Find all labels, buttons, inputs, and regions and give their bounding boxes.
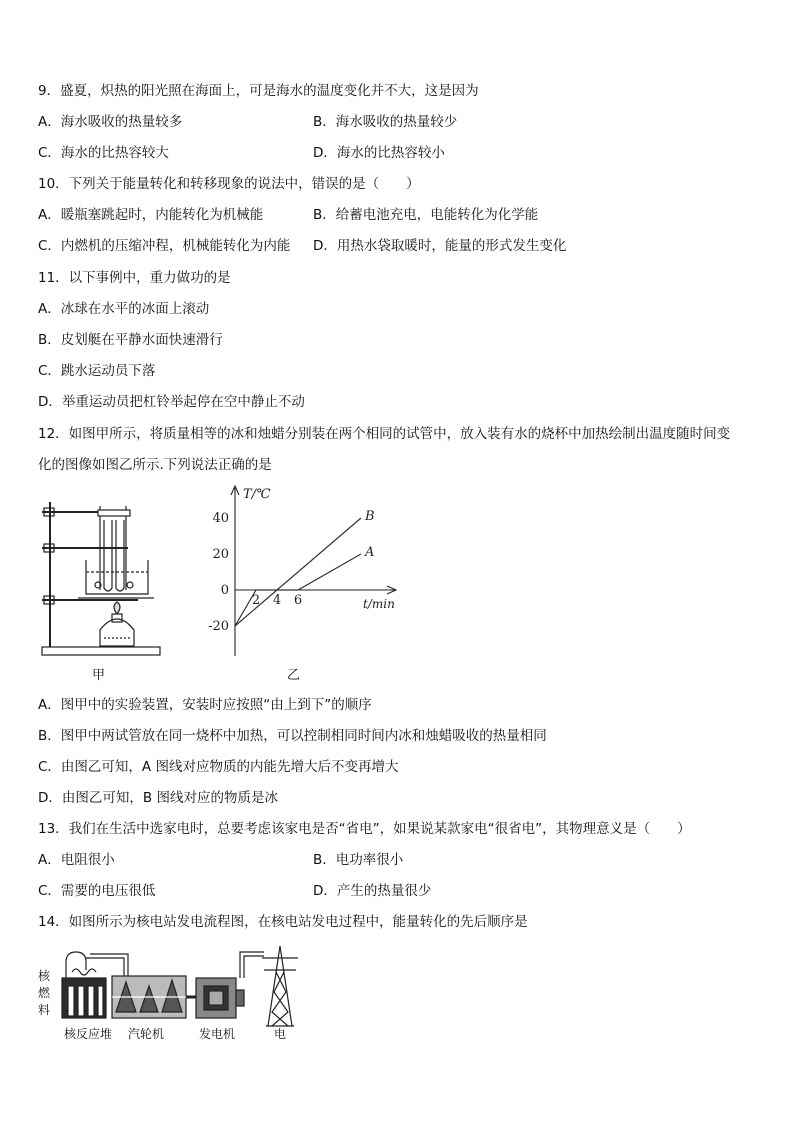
nuclear-fuel-label xyxy=(38,968,52,1019)
q12-option-a[interactable]: A．图甲中的实验装置，安装时应按照“由上到下”的顺序 xyxy=(38,697,372,713)
q10-stem: 10．下列关于能量转化和转移现象的说法中，错误的是（ ） xyxy=(38,176,420,192)
q11-option-b[interactable]: B．皮划艇在平静水面快速滑行 xyxy=(38,332,223,348)
q12-option-d[interactable]: D．由图乙可知，B 图线对应的物质是冰 xyxy=(38,790,278,806)
q11-stem: 11．以下事例中，重力做功的是 xyxy=(38,270,231,286)
turbine-label: 汽轮机 xyxy=(128,1027,165,1041)
q13-option-c[interactable]: C．需要的电压很低 xyxy=(38,883,156,899)
q12-option-b[interactable]: B．图甲中两试管放在同一烧杯中加热，可以控制相同时间内冰和烛蜡吸收的热量相同 xyxy=(38,728,547,744)
q13-option-d[interactable]: D．产生的热量很少 xyxy=(313,883,432,899)
y-axis-title: T/℃ xyxy=(243,487,271,502)
q11-option-d[interactable]: D．举重运动员把杠铃举起停在空中静止不动 xyxy=(38,394,305,410)
q10-option-d[interactable]: D．用热水袋取暖时，能量的形式发生变化 xyxy=(313,238,567,254)
q9-option-d[interactable]: D．海水的比热容较小 xyxy=(313,145,445,161)
figure-yi-label: 乙 xyxy=(287,668,301,683)
x-tick-label: 4 xyxy=(272,593,282,608)
y-tick-label: 40 xyxy=(212,511,229,526)
x-tick-label: 6 xyxy=(293,593,303,608)
generator-label: 发电机 xyxy=(199,1027,236,1041)
temperature-time-chart xyxy=(195,480,395,665)
fuel-char-2: 燃 xyxy=(38,986,51,1000)
q12-option-c[interactable]: C．由图乙可知，A 图线对应物质的内能先增大后不变再增大 xyxy=(38,759,399,775)
q9-stem: 9．盛夏，炽热的阳光照在海面上，可是海水的温度变化并不大，这是因为 xyxy=(38,83,479,99)
q12-stem-line2: 化的图像如图乙所示.下列说法正确的是 xyxy=(38,457,272,473)
q10-option-c[interactable]: C．内燃机的压缩冲程，机械能转化为内能 xyxy=(38,238,291,254)
fuel-char-1: 核 xyxy=(38,969,51,983)
q9-option-c[interactable]: C．海水的比热容较大 xyxy=(38,145,169,161)
x-axis-title: t/min xyxy=(363,597,395,611)
reactor-label: 核反应堆 xyxy=(64,1027,113,1041)
q9-option-a[interactable]: A．海水吸收的热量较多 xyxy=(38,114,183,130)
y-tick-label: 20 xyxy=(212,547,229,562)
figure-jia-label: 甲 xyxy=(92,668,106,683)
q11-option-a[interactable]: A．冰球在水平的冰面上滚动 xyxy=(38,301,210,317)
series-label-A: A xyxy=(365,545,375,560)
q11-option-c[interactable]: C．跳水运动员下落 xyxy=(38,363,156,379)
q13-option-b[interactable]: B．电功率很小 xyxy=(313,852,404,868)
series-label-B: B xyxy=(365,509,375,524)
q10-option-b[interactable]: B．给蓄电池充电，电能转化为化学能 xyxy=(313,207,539,223)
lab-apparatus-figure xyxy=(38,490,188,660)
x-tick-label: 2 xyxy=(251,593,261,608)
q13-option-a[interactable]: A．电阻很小 xyxy=(38,852,115,868)
q13-stem: 13．我们在生活中选家电时，总要考虑该家电是否“省电”，如果说某款家电“很省电”，其物理意义是（ ） xyxy=(38,821,691,837)
q12-stem-line1: 12．如图甲所示，将质量相等的冰和烛蜡分别装在两个相同的试管中，放入装有水的烧杯中加热绘制出温度随时间变 xyxy=(38,426,731,442)
q10-option-a[interactable]: A．暖瓶塞跳起时，内能转化为机械能 xyxy=(38,207,264,223)
y-tick-label: 0 xyxy=(220,583,229,598)
q14-stem: 14．如图所示为核电站发电流程图，在核电站发电过程中，能量转化的先后顺序是 xyxy=(38,914,528,930)
y-tick-label: -20 xyxy=(208,619,229,634)
electricity-label: 电 xyxy=(274,1027,287,1041)
q9-option-b[interactable]: B．海水吸收的热量较少 xyxy=(313,114,458,130)
series-line-B xyxy=(235,518,361,626)
fuel-char-3: 料 xyxy=(38,1003,51,1017)
